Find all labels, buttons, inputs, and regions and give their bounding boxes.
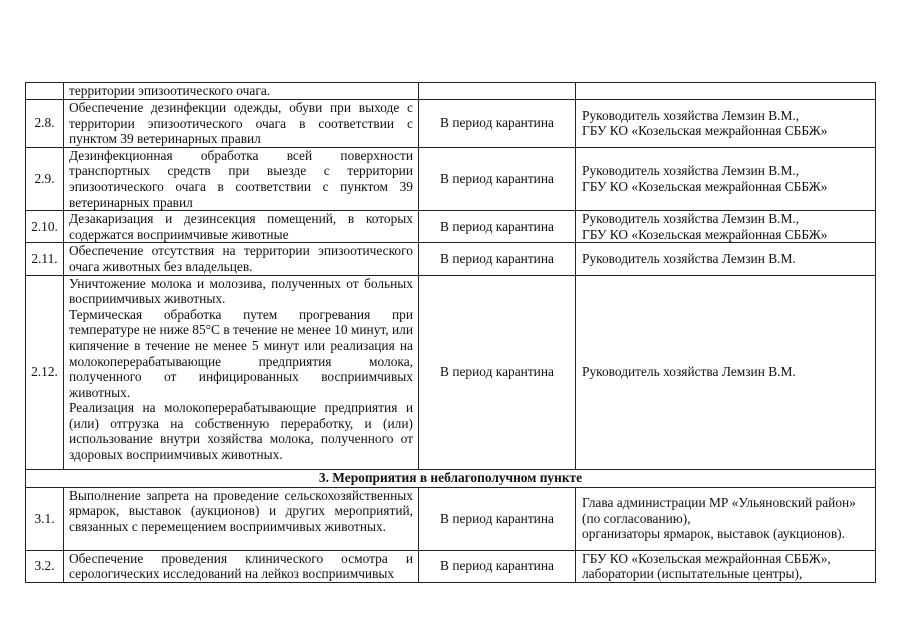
action-cell [64, 243, 419, 275]
measures-table [25, 82, 876, 583]
row-number: 2.12. [26, 275, 64, 469]
action-cell [64, 550, 419, 582]
responsible-cell [576, 83, 876, 100]
action-cell [64, 487, 419, 550]
document-page [25, 82, 875, 583]
row-number: 2.9. [26, 147, 64, 210]
action-cell [64, 275, 419, 469]
responsible-cell [576, 100, 876, 148]
term-cell: В период карантина [419, 100, 576, 148]
responsible-text: Руководитель хозяйства Лемзин В.М., [582, 107, 800, 123]
term-cell: В период карантина [419, 487, 576, 550]
responsible-text: ГБУ КО «Козельская межрайонная СББЖ», [582, 550, 831, 566]
responsible-text: Руководитель хозяйства Лемзин В.М. [582, 251, 796, 267]
table-row [26, 211, 876, 243]
table-row [26, 550, 876, 582]
term-cell: В период карантина [419, 147, 576, 210]
action-cell [64, 100, 419, 148]
responsible-text: Руководитель хозяйства Лемзин В.М., [582, 211, 800, 227]
table-row [26, 243, 876, 275]
action-cell [64, 211, 419, 243]
action-text: Уничтожение молока и молозива, полученных от больных восприимчивых животных. [69, 275, 413, 307]
action-text: Реализация на молокоперерабатывающие предприятия и (или) отгрузка на собственную переработку, и (или) использование внутри хозяйства молока, полученного от здоровых восприимчивых животных. [69, 400, 413, 463]
action-text: Обеспечение дезинфекции одежды, обуви при выходе с территории эпизоотического очага в соответствии с пунктом 39 ветеринарных правил [69, 100, 413, 147]
action-text: Термическая обработка путем прогревания при температуре не ниже 85°С в течение не менее 10 минут, или кипячение в течение не менее 5 минут или реализация на молокоперерабатывающие предприятия молока, полученного от инфицированных восприимчивых животных. [69, 306, 413, 400]
table-row [26, 83, 876, 100]
responsible-cell [576, 211, 876, 243]
action-cell [64, 83, 419, 100]
row-number: 3.1. [26, 487, 64, 550]
responsible-cell [576, 550, 876, 582]
term-cell [419, 83, 576, 100]
section-heading-row [26, 469, 876, 487]
action-text: Дезинфекционная обработка всей поверхности транспортных средств при выезде с территории эпизоотического очага в соответствии с пунктом 39 ветеринарных правил [69, 147, 413, 210]
row-number: 2.8. [26, 100, 64, 148]
term-cell: В период карантина [419, 243, 576, 275]
responsible-text: Руководитель хозяйства Лемзин В.М. [582, 364, 796, 380]
responsible-cell [576, 275, 876, 469]
term-cell: В период карантина [419, 211, 576, 243]
term-cell: В период карантина [419, 275, 576, 469]
table-row [26, 147, 876, 210]
responsible-text: ГБУ КО «Козельская межрайонная СББЖ» [582, 123, 828, 139]
row-number: 3.2. [26, 550, 64, 582]
row-number: 2.11. [26, 243, 64, 275]
action-text: Дезакаризация и дезинсекция помещений, в которых содержатся восприимчивые животные [69, 211, 413, 242]
table-row [26, 275, 876, 469]
action-text: Обеспечение отсутствия на территории эпизоотического очага животных без владельцев. [69, 243, 413, 274]
row-number: 2.10. [26, 211, 64, 243]
responsible-cell [576, 487, 876, 550]
responsible-text: организаторы ярмарок, выставок (аукционов). [582, 526, 845, 542]
section-title: 3. Мероприятия в неблагополучном пункте [26, 469, 876, 487]
responsible-text: Глава администрации МР «Ульяновский район» (по согласованию), [582, 495, 856, 526]
table-row [26, 100, 876, 148]
responsible-cell [576, 147, 876, 210]
responsible-cell [576, 243, 876, 275]
term-cell: В период карантина [419, 550, 576, 582]
responsible-text: лаборатории (испытательные центры), [582, 566, 803, 582]
action-cell [64, 147, 419, 210]
action-text: территории эпизоотического очага. [69, 83, 271, 98]
action-text: Выполнение запрета на проведение сельскохозяйственных ярмарок, выставок (аукционов) и других мероприятий, связанных с перемещением восприимчивых животных. [69, 487, 413, 534]
responsible-text: ГБУ КО «Козельская межрайонная СББЖ» [582, 226, 828, 242]
row-number [26, 83, 64, 100]
table-row [26, 487, 876, 550]
responsible-text: ГБУ КО «Козельская межрайонная СББЖ» [582, 178, 828, 194]
responsible-text: Руководитель хозяйства Лемзин В.М., [582, 163, 800, 179]
action-text: Обеспечение проведения клинического осмотра и серологических исследований на лейкоз восприимчивых [69, 550, 413, 582]
